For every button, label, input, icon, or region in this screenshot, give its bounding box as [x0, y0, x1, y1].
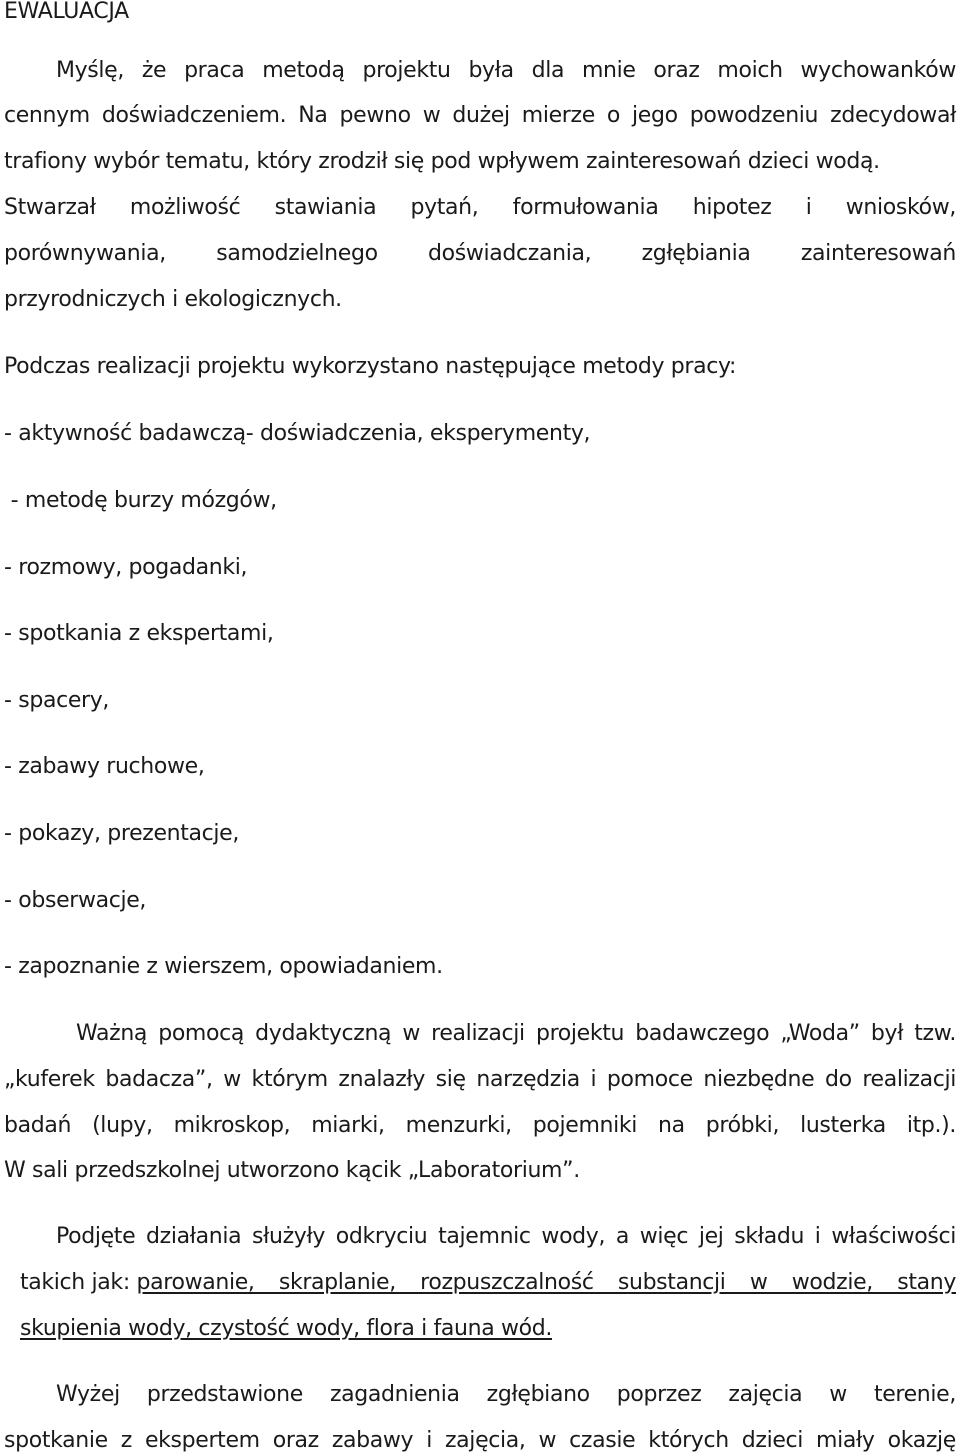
text-line: Ważną pomocą dydaktyczną w realizacji projektu badawczego „Woda” był tzw.: [76, 1021, 956, 1046]
list-item: - zapoznanie z wierszem, opowiadaniem.: [4, 954, 443, 979]
text-line: przyrodniczych i ekologicznych.: [4, 287, 342, 312]
list-item: - pokazy, prezentacje,: [4, 821, 239, 846]
methods-intro: Podczas realizacji projektu wykorzystano następujące metody pracy:: [4, 354, 737, 379]
text-line: cennym doświadczeniem. Na pewno w dużej mierze o jego powodzeniu zdecydował: [4, 103, 956, 128]
list-item: - metodę burzy mózgów,: [4, 488, 277, 513]
list-item: - rozmowy, pogadanki,: [4, 555, 248, 580]
text-line: [20, 1268, 956, 1298]
text-line: [20, 1314, 956, 1344]
text-line: W sali przedszkolnej utworzono kącik „Laboratorium”.: [4, 1158, 580, 1183]
text-line: spotkanie z ekspertem oraz zabawy i zajęcia, w czasie których dzieci miały okazję: [4, 1428, 956, 1453]
text-line: trafiony wybór tematu, który zrodził się pod wpływem zainteresowań dzieci wodą.: [4, 149, 880, 174]
text-line: badań (lupy, mikroskop, miarki, menzurki, pojemniki na próbki, lusterka itp.).: [4, 1113, 956, 1138]
text-lead: takich jak:: [20, 1270, 137, 1295]
list-item: - obserwacje,: [4, 888, 147, 913]
text-line: Wyżej przedstawione zagadnienia zgłębiano poprzez zajęcia w terenie,: [56, 1382, 956, 1407]
page-heading: EWALUACJA: [4, 0, 129, 24]
underlined-topics: skupienia wody, czystość wody, flora i fauna wód.: [20, 1316, 553, 1341]
list-item: - zabawy ruchowe,: [4, 754, 205, 779]
text-line: porównywania, samodzielnego doświadczania, zgłębiania zainteresowań: [4, 241, 956, 266]
underlined-topics: parowanie, skraplanie, rozpuszczalność substancji w wodzie, stany: [136, 1270, 956, 1295]
list-item: - spacery,: [4, 688, 110, 713]
text-line: „kuferek badacza”, w którym znalazły się narzędzia i pomoce niezbędne do realizacji: [4, 1067, 956, 1092]
text-line: Myślę, że praca metodą projektu była dla mnie oraz moich wychowanków: [56, 58, 956, 83]
text-line: Podjęte działania służyły odkryciu tajemnic wody, a więc jej składu i właściwości: [56, 1224, 956, 1249]
list-item: - aktywność badawczą- doświadczenia, eksperymenty,: [4, 421, 591, 446]
text-line: Stwarzał możliwość stawiania pytań, formułowania hipotez i wniosków,: [4, 195, 956, 220]
list-item: - spotkania z ekspertami,: [4, 621, 274, 646]
